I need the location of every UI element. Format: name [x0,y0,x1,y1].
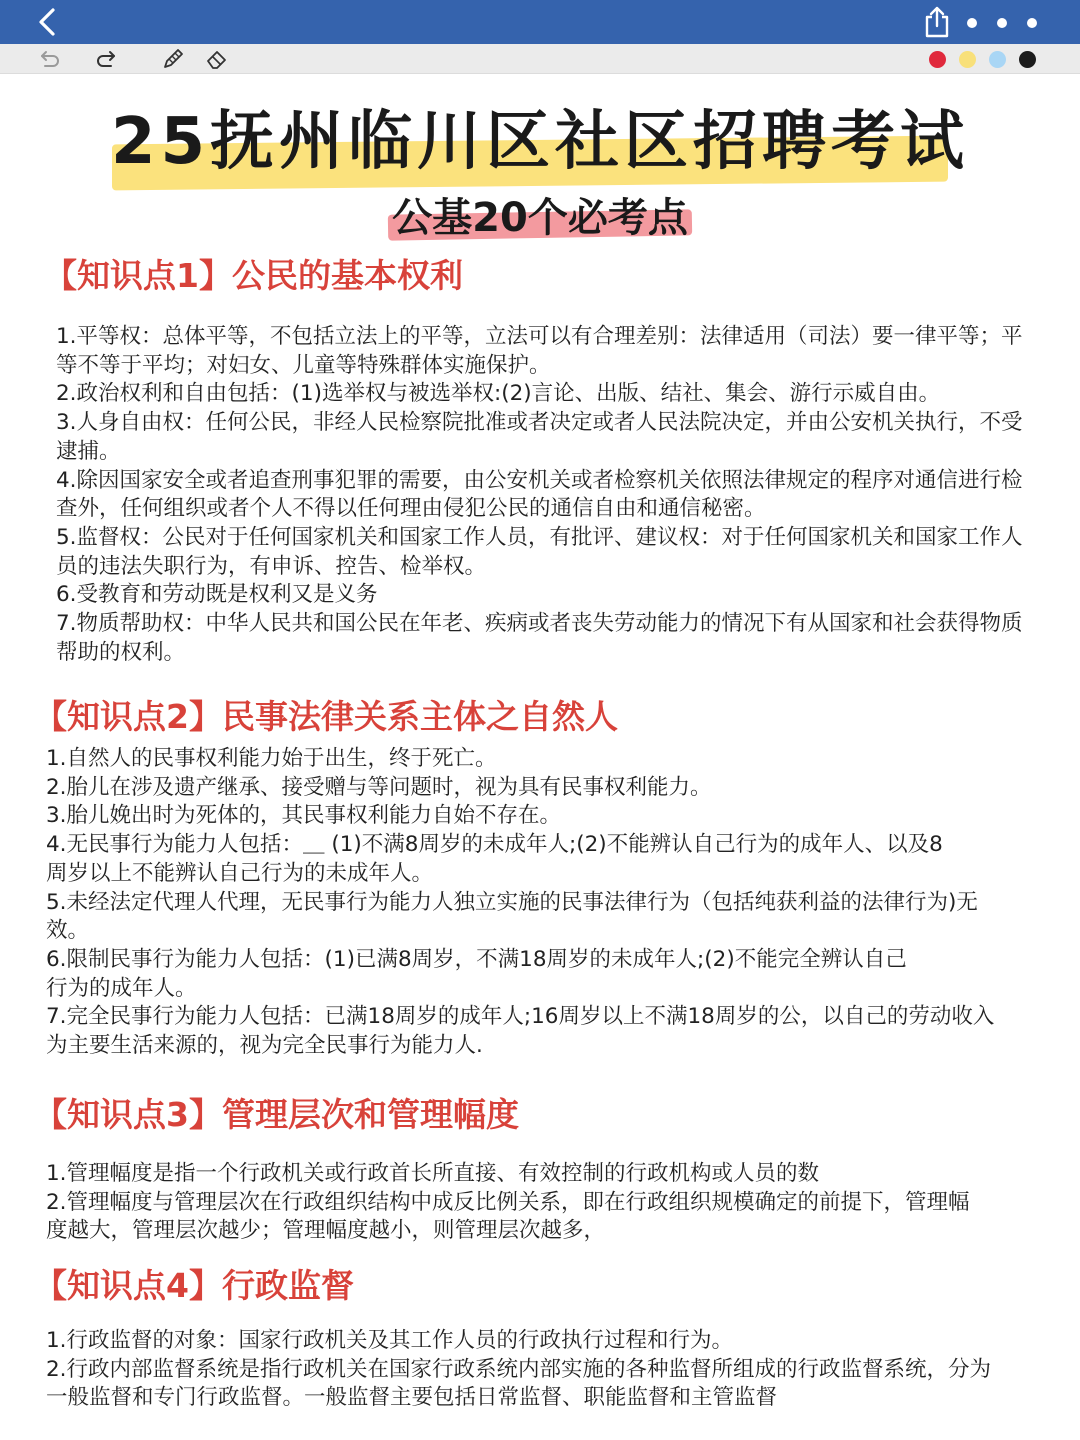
share-icon [920,4,954,40]
edit-toolbar [0,44,1080,74]
section-4-body [46,1327,996,1413]
list-item: 1.平等权：总体平等，不包括立法上的平等，立法可以有合理差别：法律适用（司法）要一律平等；平等不等于平均；对妇女、儿童等特殊群体实施保护。 [56,324,1023,378]
title-block [0,102,1080,192]
section-3-body [46,1160,986,1246]
list-item: 2.胎儿在涉及遗产继承、接受赠与等问题时，视为具有民事权利能力。 [46,774,712,800]
list-item: 1.管理幅度是指一个行政机关或行政首长所直接、有效控制的行政机构或人员的数 [46,1161,820,1186]
list-item: 6.限制民事行为能力人包括：(1)已满8周岁，不满18周岁的未成年人;(2)不能完全辨认自己行为的成年人。 [46,946,907,1001]
color-swatch-red[interactable] [929,51,946,68]
eraser-icon [204,47,230,71]
list-item: 2.政治权利和自由包括：(1)选举权与被选举权:(2)言论、出版、结社、集会、游行示威自由。 [56,381,941,407]
list-item: 4.除因国家安全或者追查刑事犯罪的需要，由公安机关或者检察机关依照法律规定的程序对通信进行检查外，任何组织或者个人不得以任何理由侵犯公民的通信自由和通信秘密。 [56,467,1023,522]
undo-button[interactable] [36,47,62,71]
section-2-body [46,745,1010,1061]
list-item: 3.胎儿娩出时为死体的，其民事权利能力自始不存在。 [46,803,562,829]
list-item: 6.受教育和劳动既是权利又是义务 [56,582,378,608]
list-item: 4.无民事行为能力人包括：＿ (1)不满8周岁的未成年人;(2)不能辨认自己行为的成年人、以及8周岁以上不能辨认自己行为的未成年人。 [46,832,943,886]
chevron-left-icon [30,4,66,40]
share-button[interactable] [920,4,954,40]
page-subtitle: 公基20个必考点 [392,195,688,241]
more-options-button[interactable] [960,10,1050,36]
pen-icon [160,47,186,71]
eraser-tool-button[interactable] [204,47,230,71]
section-3-heading: 【知识点3】管理层次和管理幅度 [34,1095,519,1134]
color-swatch-blue[interactable] [989,51,1006,68]
list-item: 3.人身自由权：任何公民，非经人民检察院批准或者决定或者人民法院决定，并由公安机关执行，不受逮捕。 [56,410,1023,464]
redo-icon [94,47,120,71]
list-item: 7.完全民事行为能力人包括：已满18周岁的成年人;16周岁以上不满18周岁的公，以自己的劳动收入为主要生活来源的，视为完全民事行为能力人. [46,1004,995,1059]
section-1-heading: 【知识点1】公民的基本权利 [44,256,463,295]
more-dots-icon [960,10,1050,36]
page-title: 25抚州临川区社区招聘考试 [110,105,970,179]
subtitle-block [0,192,1080,248]
pen-tool-button[interactable] [160,47,186,71]
undo-icon [36,47,62,71]
redo-button[interactable] [94,47,120,71]
list-item: 5.监督权：公民对于任何国家机关和国家工作人员，有批评、建议权：对于任何国家机关和国家工作人员的违法失职行为，有申诉、控告、检举权。 [56,524,1023,579]
top-nav-bar [0,0,1080,44]
section-2-heading: 【知识点2】民事法律关系主体之自然人 [34,697,618,736]
list-item: 7.物质帮助权：中华人民共和国公民在年老、疾病或者丧失劳动能力的情况下有从国家和社会获得物质帮助的权利。 [56,611,1023,665]
list-item: 2.行政内部监督系统是指行政机关在国家行政系统内部实施的各种监督所组成的行政监督系统，分为一般监督和专门行政监督。一般监督主要包括日常监督、职能监督和主管监督 [46,1356,992,1411]
list-item: 1.自然人的民事权利能力始于出生，终于死亡。 [46,746,497,771]
back-button[interactable] [30,4,66,40]
color-swatch-black[interactable] [1019,51,1036,68]
color-swatch-yellow[interactable] [959,51,976,68]
section-4-heading: 【知识点4】行政监督 [34,1266,354,1305]
section-1-body [56,323,1036,667]
list-item: 5.未经法定代理人代理，无民事行为能力人独立实施的民事法律行为（包括纯获利益的法律行为)无效。 [46,889,978,944]
list-item: 1.行政监督的对象：国家行政机关及其工作人员的行政执行过程和行为。 [46,1328,734,1353]
list-item: 2.管理幅度与管理层次在行政组织结构中成反比例关系，即在行政组织规模确定的前提下，管理幅度越大，管理层次越少；管理幅度越小，则管理层次越多， [46,1189,970,1244]
